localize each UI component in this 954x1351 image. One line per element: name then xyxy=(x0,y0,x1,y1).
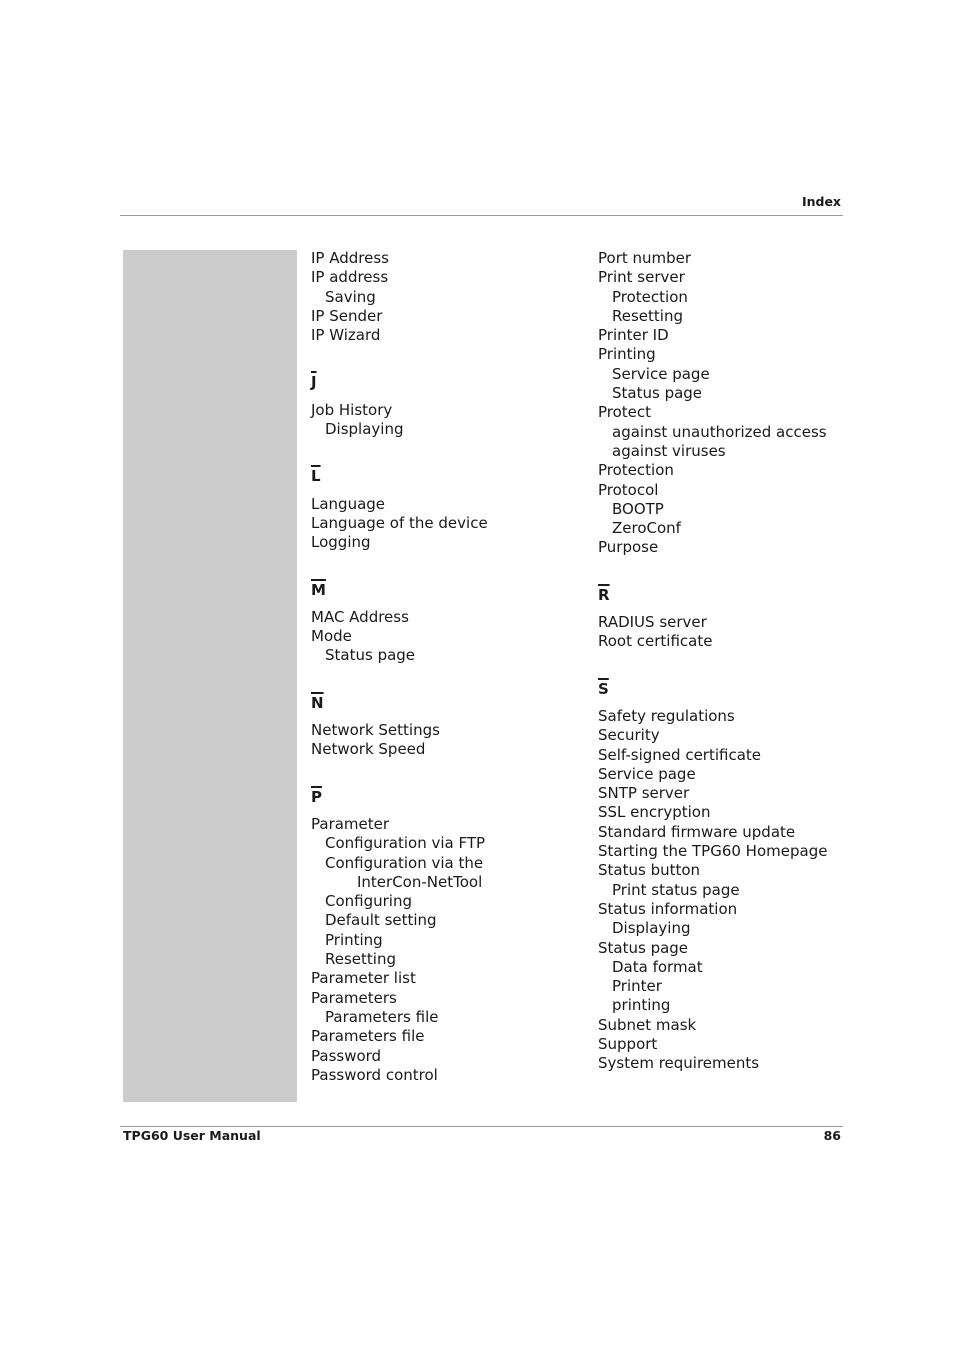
index-subentry: Resetting xyxy=(325,950,396,969)
index-subentry: Displaying xyxy=(325,420,404,439)
index-subentry: Displaying xyxy=(612,919,691,938)
index-entry: Status page xyxy=(598,938,689,957)
index-entry: Password control xyxy=(311,1065,438,1084)
index-entry: RADIUS server xyxy=(598,613,707,632)
index-entry: Support xyxy=(598,1034,658,1053)
index-entry: Parameters xyxy=(311,988,397,1007)
index-subentry: Default setting xyxy=(325,911,437,930)
index-entry: Print server xyxy=(598,268,685,287)
index-entry: Job History xyxy=(311,400,393,419)
index-entry: Protect xyxy=(598,403,652,422)
sidebar-margin-block xyxy=(123,250,297,1102)
index-subentry: BOOTP xyxy=(612,499,664,518)
index-letter-heading: $\overline{M}$ xyxy=(311,580,326,599)
index-entry: Parameters file xyxy=(311,1027,425,1046)
index-subentry: printing xyxy=(612,996,671,1015)
index-entry: Safety regulations xyxy=(598,706,735,725)
index-subentry: Printing xyxy=(325,930,383,949)
index-entry: Starting the TPG60 Homepage xyxy=(598,842,828,861)
index-entry: IP Sender xyxy=(311,306,383,325)
index-subentry: Status page xyxy=(612,384,703,403)
index-subentry: Data format xyxy=(612,957,703,976)
index-entry: Mode xyxy=(311,627,352,646)
index-entry: System requirements xyxy=(598,1054,760,1073)
index-entry: Self-signed certificate xyxy=(598,745,762,764)
index-entry: SNTP server xyxy=(598,784,690,803)
index-entry: Parameter list xyxy=(311,969,416,988)
index-subentry: Protection xyxy=(612,287,688,306)
index-subentry: against viruses xyxy=(612,441,726,460)
index-letter-heading: $\overline{N}$ xyxy=(311,693,324,712)
index-subentry: Configuration via FTP xyxy=(325,834,486,853)
index-subentry: Resetting xyxy=(612,306,683,325)
footer-divider xyxy=(120,1126,843,1127)
index-letter-heading: $\overline{P}$ xyxy=(311,787,322,806)
footer-page-number: 86 xyxy=(823,1128,841,1143)
index-entry: Service page xyxy=(598,764,696,783)
index-entry: Port number xyxy=(598,249,692,267)
index-entry: Protection xyxy=(598,461,674,480)
index-subentry: Parameters file xyxy=(325,1007,439,1026)
index-entry: Security xyxy=(598,726,660,745)
index-entry: Network Speed xyxy=(311,740,426,759)
index-subentry: Saving xyxy=(325,287,376,306)
index-column-right xyxy=(598,249,848,1074)
index-letter-heading: $\overline{R}$ xyxy=(598,585,610,604)
index-entry: Status button xyxy=(598,861,701,880)
index-entry: Logging xyxy=(311,533,371,552)
index-column-left xyxy=(311,249,581,1085)
index-subentry: InterCon-NetTool xyxy=(357,872,483,891)
index-entry: Purpose xyxy=(598,538,659,557)
index-entry: Status information xyxy=(598,899,738,918)
index-entry: Root certificate xyxy=(598,632,713,651)
index-letter-heading: $\overline{L}$ xyxy=(311,467,321,486)
index-entry: IP Wizard xyxy=(311,326,381,345)
running-header: Index xyxy=(801,194,841,209)
index-subentry: Service page xyxy=(612,364,710,383)
index-entry: IP Address xyxy=(311,249,389,267)
footer-document-title: TPG60 User Manual xyxy=(123,1128,261,1143)
index-entry: Language xyxy=(311,494,386,513)
index-subentry: Configuration via the xyxy=(325,853,484,872)
index-entry: Subnet mask xyxy=(598,1015,697,1034)
index-entry: Network Settings xyxy=(311,721,440,740)
index-entry: Protocol xyxy=(598,480,659,499)
index-entry: Printer ID xyxy=(598,326,669,345)
index-subentry: Printer xyxy=(612,977,662,996)
index-letter-heading: $\overline{S}$ xyxy=(598,679,609,698)
index-letter-heading: $\overline{J}$ xyxy=(311,373,317,392)
index-subentry: ZeroConf xyxy=(612,519,681,538)
header-divider xyxy=(120,215,843,216)
index-entry: IP address xyxy=(311,268,389,287)
index-subentry: Print status page xyxy=(612,880,740,899)
index-entry: SSL encryption xyxy=(598,803,711,822)
index-entry: MAC Address xyxy=(311,607,409,626)
index-entry: Printing xyxy=(598,345,656,364)
index-subentry: Configuring xyxy=(325,892,412,911)
index-entry: Password xyxy=(311,1046,382,1065)
index-entry: Parameter xyxy=(311,814,390,833)
index-subentry: against unauthorized access xyxy=(612,422,827,441)
index-entry: Language of the device xyxy=(311,513,488,532)
index-entry: Standard firmware update xyxy=(598,822,796,841)
index-subentry: Status page xyxy=(325,646,416,665)
